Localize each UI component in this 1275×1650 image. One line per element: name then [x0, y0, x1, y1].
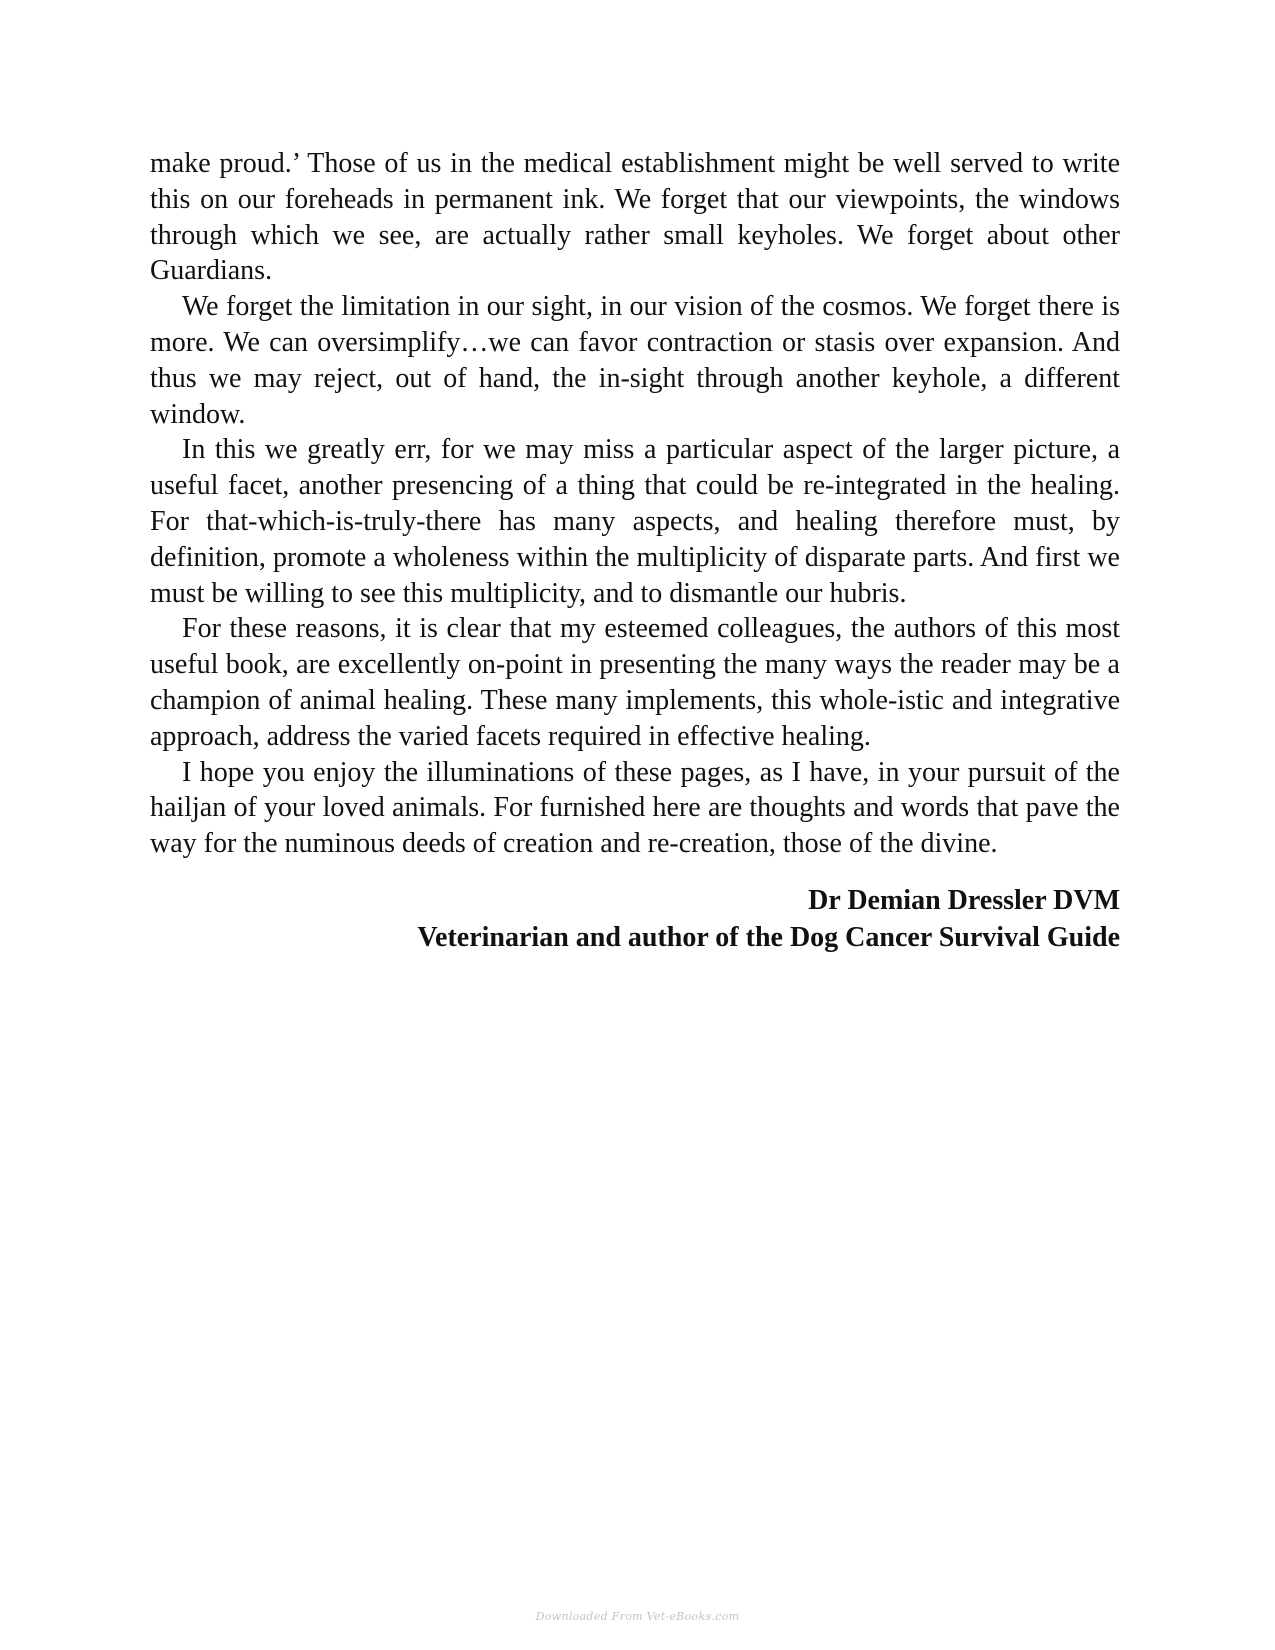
download-watermark: Downloaded From Vet-eBooks.com	[535, 1610, 740, 1623]
signature-title: Veterinarian and author of the Dog Cancer Survival Guide	[417, 921, 1120, 953]
paragraph-1: make proud.’ Those of us in the medical establishment might be well served to write this on our foreheads in permanent ink. We forget that our viewpoints, the windows through which we see, are actually rather small keyholes. We forget about other Guardians.	[150, 148, 1120, 287]
page-body	[150, 146, 1120, 956]
signature-name: Dr Demian Dressler DVM	[808, 884, 1120, 916]
paragraph-4: For these reasons, it is clear that my esteemed colleagues, the authors of this most useful book, are excellently on-point in presenting the many ways the reader may be a champion of animal healing. These many implements, this whole-istic and integrative approach, address the varied facets required in effective healing.	[150, 613, 1120, 752]
paragraph-2: We forget the limitation in our sight, in our vision of the cosmos. We forget there is more. We can oversimplify…we can favor contraction or stasis over expansion. And thus we may reject, out of hand, the in-sight through another keyhole, a different window.	[150, 291, 1120, 430]
signature-block	[150, 882, 1120, 956]
paragraph-5: I hope you enjoy the illuminations of these pages, as I have, in your pursuit of the hailjan of your loved animals. For furnished here are thoughts and words that pave the way for the numinous deeds of creation and re-creation, those of the divine.	[150, 756, 1120, 860]
paragraph-3: In this we greatly err, for we may miss a particular aspect of the larger picture, a useful facet, another presencing of a thing that could be re-integrated in the healing. For that-which-is-truly-there has many aspects, and healing therefore must, by definition, promote a wholeness within the multiplicity of disparate parts. And first we must be willing to see this multiplicity, and to dismantle our hubris.	[150, 434, 1120, 609]
